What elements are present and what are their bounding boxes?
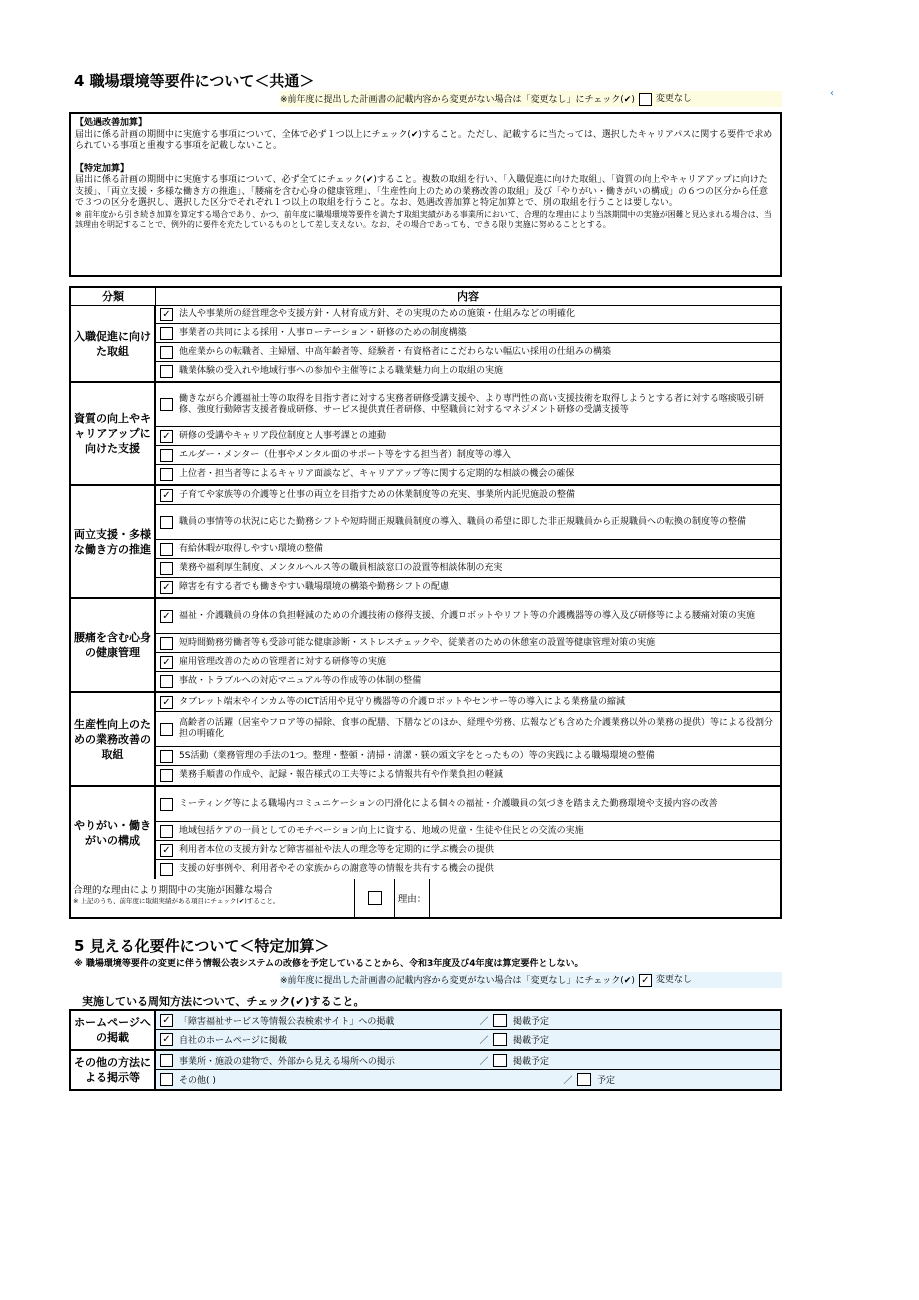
category-name: 生産性向上のための業務改善の取組 xyxy=(71,693,156,785)
exception-sub: ※ 上記のうち、前年度に取組実績がある項目にチェック(✔)すること。 xyxy=(73,897,280,905)
requirements-info-box xyxy=(69,112,782,277)
requirement-checkbox[interactable] xyxy=(160,398,173,411)
requirement-item xyxy=(156,693,780,712)
method-text: 自社のホームページに掲載 xyxy=(179,1036,287,1046)
method-checkbox[interactable]: ✓ xyxy=(160,1033,173,1046)
requirement-item xyxy=(156,787,780,822)
plan-label: 掲載予定 xyxy=(513,1056,550,1067)
category-group xyxy=(71,306,780,383)
requirement-text: 有給休暇が取得しやすい環境の整備 xyxy=(179,543,324,554)
requirement-checkbox[interactable] xyxy=(160,543,173,556)
blue-mark: ‹ xyxy=(830,88,834,99)
requirement-item xyxy=(156,766,780,785)
method-checkbox[interactable]: ✓ xyxy=(160,1014,173,1027)
kaizen-text: 届出に係る計画の期間中に実施する事項について、全体で必ず１つ以上にチェック(✔)すること。ただし、記載するに当たっては、選択したキャリアパスに関する要件で求められている事項と重複する事項を記載しないこと。 xyxy=(75,129,773,151)
category-group xyxy=(71,383,780,486)
requirement-checkbox[interactable]: ✓ xyxy=(160,844,173,857)
category-name: 両立支援・多様な働き方の推進 xyxy=(71,486,156,597)
requirement-item xyxy=(156,465,780,484)
requirement-text: 職員の事情等の状況に応じた勤務シフトや短時間正規職員制度の導入、職員の希望に即した非正規職員から正規職員への転換の制度等の整備 xyxy=(179,516,747,527)
requirement-checkbox[interactable]: ✓ xyxy=(160,656,173,669)
exception-checkbox[interactable] xyxy=(368,891,382,905)
requirement-text: 支援の好事例や、利用者やその家族からの謝意等の情報を共有する機会の提供 xyxy=(179,864,494,874)
slash-separator: ／ xyxy=(479,1016,489,1027)
requirement-text: 高齢者の活躍（居室やフロア等の掃除、食事の配膳、下膳などのほか、経理や労務、広報なども含めた介護業務以外の業務の提供）等による役割分担の明確化 xyxy=(179,718,774,739)
requirement-item xyxy=(156,324,780,343)
requirement-item xyxy=(156,634,780,653)
plan-checkbox[interactable] xyxy=(493,1014,507,1027)
requirement-item xyxy=(156,427,780,446)
category-group xyxy=(71,486,780,599)
requirement-text: 業務や福利厚生制度、メンタルヘルス等の職員相談窓口の設置等相談体制の充実 xyxy=(179,562,503,573)
plan-checkbox[interactable] xyxy=(493,1054,507,1067)
requirement-checkbox[interactable]: ✓ xyxy=(160,489,173,502)
requirement-item xyxy=(156,505,780,540)
exception-row xyxy=(71,879,780,917)
requirement-text: 5S活動（業務管理の手法の1つ。整理・整頓・清掃・清潔・躾の頭文字をとったもの）等の実践による職場環境の整備 xyxy=(179,750,655,761)
slash-separator: ／ xyxy=(479,1056,489,1067)
requirement-text: 業務手順書の作成や、記録・報告様式の工夫等による情報共有や作業負担の軽減 xyxy=(179,770,503,780)
kaizen-heading: 【処遇改善加算】 xyxy=(75,118,148,128)
requirement-item xyxy=(156,841,780,860)
section4-no-change-label: 変更なし xyxy=(655,94,692,104)
requirement-item xyxy=(156,486,780,505)
visibility-methods-table xyxy=(69,1009,782,1091)
requirement-item xyxy=(156,446,780,465)
method-item xyxy=(156,1030,780,1049)
section4-notice-text: ※前年度に提出した計画書の記載内容から変更がない場合は「変更なし」にチェック(✔) xyxy=(280,94,635,105)
requirement-checkbox[interactable] xyxy=(160,637,173,650)
section5-no-change-checkbox[interactable]: ✓ xyxy=(639,974,652,987)
requirement-text: 研修の受講やキャリア段位制度と人事考課との連動 xyxy=(179,430,387,441)
requirement-checkbox[interactable]: ✓ xyxy=(160,610,173,623)
category-group xyxy=(71,599,780,693)
requirement-item xyxy=(156,599,780,634)
requirement-checkbox[interactable] xyxy=(160,863,173,876)
plan-checkbox[interactable] xyxy=(493,1033,507,1046)
info-note: ※ 前年度から引き続き加算を算定する場合であり、かつ、前年度に職場環境等要件を満たす取組実績がある事業所において、合理的な理由により当該期間中の実施が困難と見込まれる場合は、当該理由を明記することで、例外的に要件を充たしているものとして差し支えない。なお、その場合であっても、できる限り実施に努めることとする。 xyxy=(75,209,772,229)
tokutei-text: 届出に係る計画の期間中に実施する事項について、必ず全てにチェック(✔)すること。複数の取組を行い、「入職促進に向けた取組」、「資質の向上やキャリアアップに向けた支援」、「両立支援・多様な働き方の推進」、「腰痛を含む心身の健康管理」、「生産性向上のための業務改善の取組」及び「やりがい・働きがいの構成」の６つの区分から任意で３つの区分を選択し、選択した区分でそれぞれ１つ以上の取組を行うこと。なお、処遇改善加算と特定加算とで、別の取組を行うことは要しない。 xyxy=(75,175,769,208)
requirement-text: 上位者・担当者等によるキャリア面談など、キャリアアップ等に関する定期的な相談の機会の確保 xyxy=(179,469,575,479)
method-checkbox[interactable] xyxy=(160,1054,173,1067)
exception-label-cell xyxy=(71,879,355,917)
requirement-checkbox[interactable]: ✓ xyxy=(160,308,173,321)
method-group-name: その他の方法による掲示等 xyxy=(71,1051,156,1089)
section5-title: 5 見える化要件について＜特定加算＞ xyxy=(74,937,330,955)
method-item xyxy=(156,1011,780,1030)
category-group xyxy=(71,787,780,879)
method-text: 「障害福祉サービス等情報公表検索サイト」への掲載 xyxy=(179,1016,395,1027)
requirement-text: 利用者本位の支援方針など障害福祉や法人の理念等を定期的に学ぶ機会の提供 xyxy=(179,844,495,855)
section5-note: ※ 職場環境等要件の変更に伴う情報公表システムの改修を予定していることから、令和3年度及び4年度は算定要件としない。 xyxy=(74,959,584,969)
requirement-checkbox[interactable] xyxy=(160,675,173,688)
workplace-requirements-table xyxy=(69,286,782,919)
requirement-checkbox[interactable] xyxy=(160,750,173,763)
plan-label: 予定 xyxy=(597,1076,616,1086)
plan-label: 掲載予定 xyxy=(513,1036,550,1046)
method-group xyxy=(71,1051,780,1089)
requirement-text: 雇用管理改善のための管理者に対する研修等の実施 xyxy=(179,656,387,667)
section4-title: 4 職場環境等要件について＜共通＞ xyxy=(74,72,315,90)
requirement-checkbox[interactable]: ✓ xyxy=(160,581,173,594)
requirement-item xyxy=(156,578,780,597)
requirement-item xyxy=(156,653,780,672)
category-group xyxy=(71,693,780,787)
reason-label: 理由： xyxy=(395,879,430,917)
category-name: やりがい・働きがいの構成 xyxy=(71,787,156,879)
reason-input[interactable] xyxy=(430,879,780,917)
plan-label: 掲載予定 xyxy=(513,1016,550,1027)
requirement-checkbox[interactable] xyxy=(160,516,173,529)
requirement-item xyxy=(156,343,780,362)
requirement-text: 障害を有する者でも働きやすい職場環境の構築や勤務シフトの配慮 xyxy=(179,582,450,592)
requirement-text: 事故・トラブルへの対応マニュアル等の作成等の体制の整備 xyxy=(179,676,422,686)
requirement-checkbox[interactable] xyxy=(160,449,173,462)
col-category-header: 分類 xyxy=(71,288,156,305)
requirement-text: 他産業からの転職者、主婦層、中高年齢者等、経験者・有資格者にこだわらない幅広い採用の仕組みの構築 xyxy=(179,346,612,357)
requirement-text: 働きながら介護福祉士等の取得を目指す者に対する実務者研修受講支援や、より専門性の高い支援技術を取得しようとする者に対する喀痰吸引研修、強度行動障害支援者養成研修、サービス提供責任者研修、中堅職員に対するマネジメント研修の受講支援等 xyxy=(179,393,764,415)
requirement-text: エルダー・メンター（仕事やメンタル面のサポート等をする担当者）制度等の導入 xyxy=(179,449,511,460)
requirement-text: 職業体験の受入れや地域行事への参加や主催等による職業魅力向上の取組の実施 xyxy=(179,366,504,376)
method-item xyxy=(156,1070,780,1089)
requirement-item xyxy=(156,383,780,427)
section5-no-change-label: 変更なし xyxy=(655,975,692,985)
section5-no-change-row xyxy=(280,972,782,988)
col-content-header: 内容 xyxy=(457,290,479,303)
requirement-item xyxy=(156,672,780,691)
requirement-text: 事業者の共同による採用・人事ローテーション・研修のための制度構築 xyxy=(179,327,467,338)
section5-prompt: 実施している周知方法について、チェック(✔)すること。 xyxy=(82,995,365,1008)
method-text: 事業所・施設の建物で、外部から見える場所への掲示 xyxy=(179,1056,395,1067)
table-header xyxy=(71,288,780,306)
category-name: 資質の向上やキャリアアップに向けた支援 xyxy=(71,383,156,484)
requirement-text: 福祉・介護職員の身体の負担軽減のための介護技術の修得支援、介護ロボットやリフト等の介護機器等の導入及び研修等による腰痛対策の実施 xyxy=(179,610,756,621)
requirement-item xyxy=(156,540,780,559)
requirement-item xyxy=(156,712,780,747)
plan-checkbox[interactable] xyxy=(577,1073,591,1086)
requirement-checkbox[interactable] xyxy=(160,798,173,811)
requirement-checkbox[interactable]: ✓ xyxy=(160,696,173,709)
requirement-item xyxy=(156,860,780,879)
requirement-text: タブレット端末やインカム等のICT活用や見守り機器等の介護ロボットやセンサー等の導入による業務量の縮減 xyxy=(179,696,625,707)
requirement-text: 短時間勤務労働者等も受診可能な健康診断・ストレスチェックや、従業者のための休憩室の設置等健康管理対策の実施 xyxy=(179,637,656,648)
slash-separator: ／ xyxy=(479,1036,489,1046)
method-item xyxy=(156,1051,780,1070)
requirement-checkbox[interactable] xyxy=(160,327,173,340)
requirement-text: ミーティング等による職場内コミュニケーションの円滑化による個々の福祉・介護職員の気づきを踏まえた勤務環境や支援内容の改善 xyxy=(179,798,718,809)
tokutei-heading: 【特定加算】 xyxy=(75,163,130,174)
requirement-checkbox[interactable] xyxy=(160,723,173,736)
requirement-item xyxy=(156,306,780,324)
requirement-text: 法人や事業所の経営理念や支援方針・人材育成方針、その実現のための施策・仕組みなどの明確化 xyxy=(179,309,576,319)
requirement-checkbox[interactable] xyxy=(160,346,173,359)
requirement-item xyxy=(156,362,780,381)
requirement-checkbox[interactable] xyxy=(160,825,173,838)
requirement-checkbox[interactable] xyxy=(160,562,173,575)
requirement-checkbox[interactable]: ✓ xyxy=(160,430,173,443)
section5-notice-text: ※前年度に提出した計画書の記載内容から変更がない場合は「変更なし」にチェック(✔) xyxy=(280,975,635,986)
requirement-text: 地域包括ケアの一員としてのモチベーション向上に資する、地域の児童・生徒や住民との交流の実施 xyxy=(179,825,584,836)
slash-separator: ／ xyxy=(563,1076,573,1086)
exception-label: 合理的な理由により期間中の実施が困難な場合 xyxy=(73,885,273,896)
requirement-item xyxy=(156,747,780,766)
requirement-item xyxy=(156,822,780,841)
category-name: 腰痛を含む心身の健康管理 xyxy=(71,599,156,691)
requirement-item xyxy=(156,559,780,578)
exception-checkbox-cell xyxy=(355,879,395,917)
requirement-text: 子育てや家族等の介護等と仕事の両立を目指すための休業制度等の充実、事業所内託児施設の整備 xyxy=(179,489,576,500)
requirement-checkbox[interactable] xyxy=(160,365,173,378)
section4-no-change-checkbox[interactable] xyxy=(639,93,652,106)
requirement-checkbox[interactable] xyxy=(160,468,173,481)
method-group xyxy=(71,1011,780,1051)
method-text: その他( ) xyxy=(179,1076,216,1086)
method-checkbox[interactable] xyxy=(160,1073,173,1086)
category-name: 入職促進に向けた取組 xyxy=(71,306,156,381)
section4-no-change-row xyxy=(280,91,782,107)
requirement-checkbox[interactable] xyxy=(160,769,173,782)
method-group-name: ホームページへの掲載 xyxy=(71,1011,156,1049)
